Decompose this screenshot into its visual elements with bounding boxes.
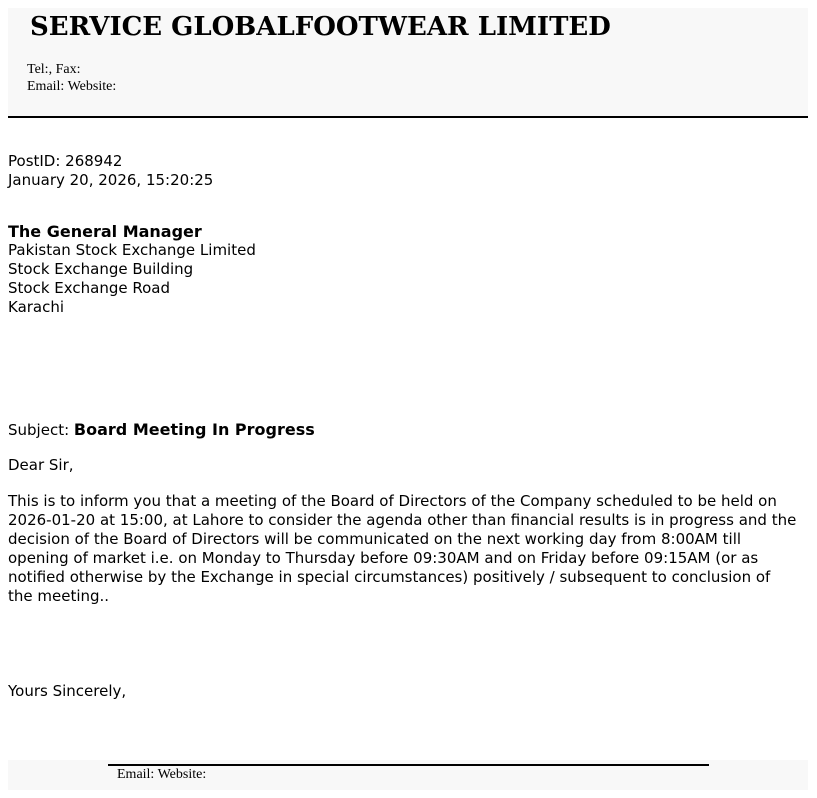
recipient-address-line: Pakistan Stock Exchange Limited — [8, 241, 256, 259]
closing: Yours Sincerely, — [8, 682, 127, 700]
post-meta — [8, 152, 213, 190]
salutation: Dear Sir, — [8, 456, 74, 474]
recipient-address-line: Stock Exchange Building — [8, 260, 194, 278]
footer-divider — [108, 764, 709, 766]
post-id: PostID: 268942 — [8, 152, 123, 170]
subject-value: Board Meeting In Progress — [73, 420, 315, 439]
subject-label: Subject: — [8, 421, 70, 439]
body-paragraph: This is to inform you that a meeting of the Board of Directors of the Company scheduled to be held on 2026-01-20 at 15:00, at Lahore to consider the agenda other than financial results is in progress and the decision of the Board of Directors will be communicated on the next working day from 8:00AM till opening of market i.e. on Monday to Thursday before 09:30AM and on Friday before 09:15AM (or as notified otherwise by the Exchange in special circumstances) positively / subsequent to conclusion of the meeting.. — [8, 492, 797, 605]
subject-line — [8, 420, 315, 440]
recipient-block — [8, 222, 256, 317]
post-datetime: January 20, 2026, 15:20:25 — [8, 171, 214, 189]
recipient-address-line: Stock Exchange Road — [8, 279, 170, 297]
recipient-name: The General Manager — [8, 222, 202, 241]
letterhead-phone-fax: Tel:, Fax: — [27, 62, 81, 77]
recipient-address-line: Karachi — [8, 298, 65, 316]
company-name: SERVICE GLOBALFOOTWEAR LIMITED — [30, 12, 611, 42]
letterhead — [8, 8, 808, 116]
header-divider — [8, 116, 808, 118]
footer-email-website: Email: Website: — [117, 767, 207, 782]
letterhead-email-website: Email: Website: — [27, 79, 117, 94]
